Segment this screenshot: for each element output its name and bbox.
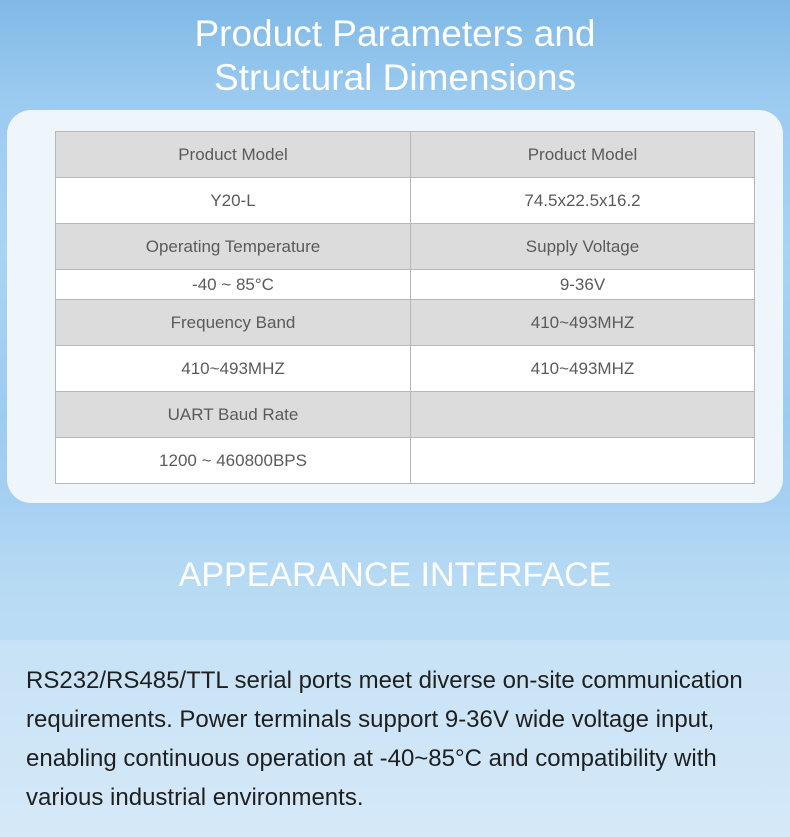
- table-row: [56, 224, 755, 270]
- table-cell: [411, 392, 755, 438]
- page-title-line-2: Structural Dimensions: [214, 57, 576, 98]
- spec-table: [55, 131, 755, 484]
- table-row: [56, 270, 755, 300]
- table-row: [56, 392, 755, 438]
- page-title: [0, 12, 790, 100]
- table-row: [56, 178, 755, 224]
- table-cell: Operating Temperature: [56, 224, 411, 270]
- table-cell: 74.5x22.5x16.2: [411, 178, 755, 224]
- table-row: [56, 132, 755, 178]
- table-cell: 410~493MHZ: [411, 300, 755, 346]
- table-row: [56, 346, 755, 392]
- appearance-description: RS232/RS485/TTL serial ports meet diverse on-site communication requirements. Power terminals support 9-36V wide voltage input, enabling continuous operation at -40~85°C and compatibility with various industrial environments.: [26, 667, 743, 811]
- table-cell: 9-36V: [411, 270, 755, 300]
- table-cell: Product Model: [56, 132, 411, 178]
- appearance-section-title: APPEARANCE INTERFACE: [178, 556, 612, 594]
- table-row: [56, 438, 755, 484]
- table-cell: Supply Voltage: [411, 224, 755, 270]
- table-cell: UART Baud Rate: [56, 392, 411, 438]
- table-cell: Frequency Band: [56, 300, 411, 346]
- table-cell: 410~493MHZ: [56, 346, 411, 392]
- table-cell: Y20-L: [56, 178, 411, 224]
- table-row: [56, 300, 755, 346]
- page-title-line-1: Product Parameters and: [194, 13, 596, 54]
- table-cell: [411, 438, 755, 484]
- table-cell: -40 ~ 85°C: [56, 270, 411, 300]
- table-cell: Product Model: [411, 132, 755, 178]
- table-cell: 1200 ~ 460800BPS: [56, 438, 411, 484]
- table-cell: 410~493MHZ: [411, 346, 755, 392]
